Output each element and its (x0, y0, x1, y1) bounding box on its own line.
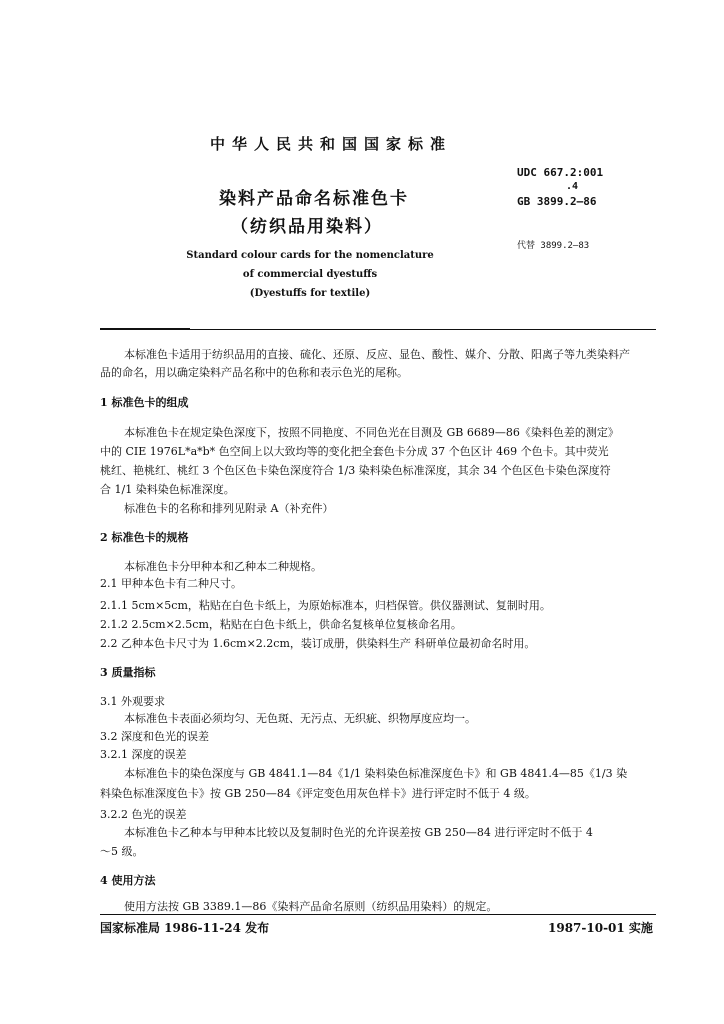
section-2-title: 2 标准色卡的规格 (100, 531, 189, 544)
footer-divider (100, 914, 656, 915)
udc-code: UDC 667.2:001 (517, 166, 604, 179)
section-3-title: 3 质量指标 (100, 666, 156, 679)
section-1-line-3: 桃红、艳桃红、桃红 3 个色区色卡染色深度符合 1/3 染料染色标准深度，其余 34 个色区色卡染色深度符 (100, 464, 611, 477)
section-1-title: 1 标准色卡的组成 (100, 396, 189, 409)
document-subtitle: （纺织品用染料） (231, 217, 383, 237)
document-title: 染料产品命名标准色卡 (219, 189, 409, 209)
effective-date: 1987-10-01 实施 (548, 921, 653, 935)
clause-2-1-1: 2.1.1 5cm×5cm，粘贴在白色卡纸上，为原始标准本，归档保管。供仪器测试、复制时用。 (100, 599, 551, 612)
clause-3-1-text: 本标准色卡表面必须均匀、无色斑、无污点、无织疵、织物厚度应均一。 (124, 712, 476, 725)
english-title-line-1: Standard colour cards for the nomenclature (186, 250, 434, 261)
section-4-title: 4 使用方法 (100, 874, 156, 887)
english-title-line-3: (Dyestuffs for textile) (249, 288, 371, 299)
english-title-line-2: of commercial dyestuffs (242, 269, 378, 280)
national-standard-heading: 中华人民共和国国家标准 (210, 135, 453, 153)
section-2-intro: 本标准色卡分甲种本和乙种本二种规格。 (124, 560, 322, 573)
clause-3-2-1-line-2: 料染色标准深度色卡》按 GB 250—84《评定变色用灰色样卡》进行评定时不低于 4 级。 (100, 787, 536, 800)
clause-2-1-2: 2.1.2 2.5cm×2.5cm，粘贴在白色卡纸上，供命名复核单位复核命名用。 (100, 618, 462, 631)
clause-2-1: 2.1 甲种本色卡有二种尺寸。 (100, 577, 242, 590)
section-1-line-1: 本标准色卡在规定染色深度下，按照不同艳度、不同色光在目测及 GB 6689—86《染料色差的测定》 (124, 426, 619, 439)
document-body (100, 346, 660, 913)
clause-3-2-2-line-1: 本标准色卡乙种本与甲种本比较以及复制时色光的允许误差按 GB 250—84 进行评定时不低于 4 (124, 826, 593, 839)
section-1-line-4: 合 1/1 染料染色标准深度。 (100, 483, 235, 496)
intro-line-1: 本标准色卡适用于纺织品用的直接、硫化、还原、反应、显色、酸性、媒介、分散、阳离子等九类染料产 (124, 348, 630, 361)
gb-code: GB 3899.2—86 (517, 195, 597, 208)
intro-line-2: 品的命名，用以确定染料产品名称中的色称和表示色光的尾称。 (100, 366, 408, 379)
udc-code-suffix: .4 (566, 181, 579, 192)
replaces-note: 代替 3899.2—83 (517, 241, 590, 251)
clause-3-1: 3.1 外观要求 (100, 695, 165, 708)
section-1-line-5: 标准色卡的名称和排列见附录 A（补充件） (124, 502, 334, 515)
header-divider-accent (100, 328, 190, 330)
clause-3-2: 3.2 深度和色光的误差 (100, 730, 209, 743)
clause-3-2-1-line-1: 本标准色卡的染色深度与 GB 4841.1—84《1/1 染料染色标准深度色卡》和 GB 4841.4—85《1/3 染 (124, 767, 628, 780)
issue-date: 国家标准局 1986-11-24 发布 (100, 921, 270, 935)
clause-3-2-2: 3.2.2 色光的误差 (100, 808, 187, 821)
clause-2-2: 2.2 乙种本色卡尺寸为 1.6cm×2.2cm，装订成册，供染料生产 科研单位最初命名时用。 (100, 637, 536, 650)
section-1-line-2: 中的 CIE 1976L*a*b* 色空间上以大致均等的变化把全套色卡分成 37 个色区计 469 个色卡。其中荧光 (100, 445, 609, 458)
clause-3-2-2-line-2: ～5 级。 (100, 845, 144, 858)
clause-3-2-1: 3.2.1 深度的误差 (100, 748, 187, 761)
section-4-text: 使用方法按 GB 3389.1—86《染料产品命名原则（纺织品用染料）的规定。 (124, 900, 498, 913)
